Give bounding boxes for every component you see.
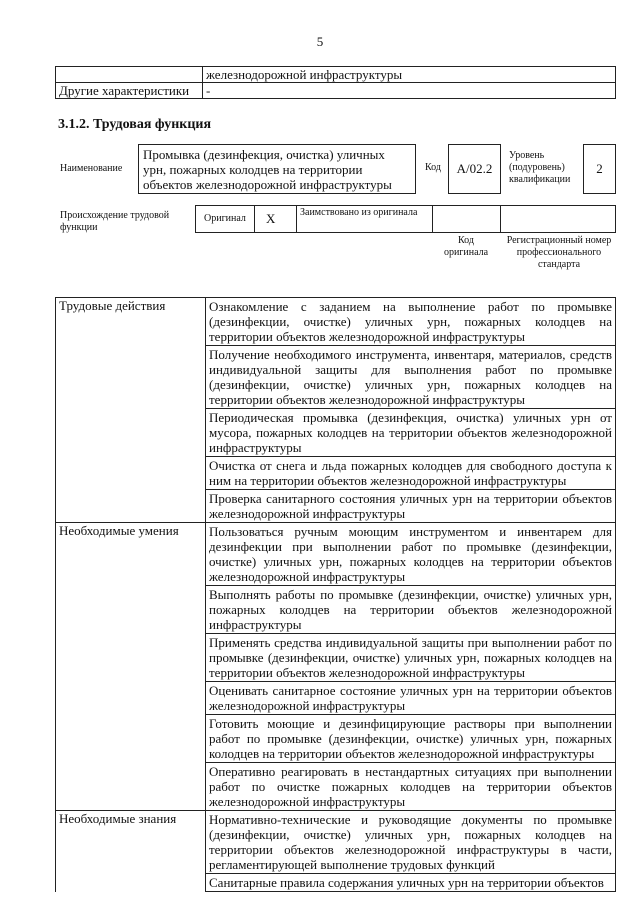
divider bbox=[254, 206, 255, 232]
origin-label: Происхождение трудовой функции bbox=[60, 210, 170, 233]
function-name: Промывка (дезинфекция, очистка) уличных урн, пожарных колодцев на территории объектов железнодорожной инфраструктуры bbox=[143, 147, 392, 192]
page-number: 5 bbox=[316, 34, 324, 49]
level-label: Уровень (подуровень) квалификации bbox=[509, 150, 571, 185]
other-characteristics-value: - bbox=[203, 83, 616, 99]
original-label: Оригинал bbox=[204, 213, 246, 224]
list-item: Нормативно-технические и руководящие документы по промывке (дезинфекции, очистке) уличных урн, пожарных колодцев на территории объектов железнодорожной инфраструктуры в части, регламентирующей выполнение трудовых функций bbox=[206, 811, 616, 874]
table-row bbox=[56, 682, 616, 715]
list-item: Применять средства индивидуальной защиты при выполнении работ по промывке (дезинфекции, очистке) уличных урн, пожарных колодцев на территории объектов железнодорожной инфраструктуры bbox=[206, 634, 616, 682]
section-label-required-skills: Необходимые умения bbox=[56, 523, 206, 586]
code-label: Код bbox=[425, 162, 441, 173]
registration-number-caption: Регистрационный номер профессионального стандарта bbox=[506, 235, 612, 270]
divider bbox=[296, 206, 297, 232]
table-row bbox=[56, 490, 616, 523]
previous-section-table bbox=[55, 66, 616, 99]
list-item: Очистка от снега и льда пожарных колодцев для свободного доступа к ним на территории объектов железнодорожной инфраструктуры bbox=[206, 457, 616, 490]
section-label-labor-actions: Трудовые действия bbox=[56, 298, 206, 346]
table-row bbox=[56, 874, 616, 892]
table-row bbox=[56, 409, 616, 457]
table-row bbox=[56, 523, 616, 586]
table-row bbox=[56, 346, 616, 409]
table-row bbox=[56, 457, 616, 490]
list-item: Проверка санитарного состояния уличных урн на территории объектов железнодорожной инфраструктуры bbox=[206, 490, 616, 523]
list-item: Выполнять работы по промывке (дезинфекции, очистке) уличных урн, пожарных колодцев на территории объектов железнодорожной инфраструктуры bbox=[206, 586, 616, 634]
section-title: 3.1.2. Трудовая функция bbox=[58, 117, 212, 132]
code-box: А/02.2 bbox=[448, 144, 501, 194]
table-row bbox=[56, 763, 616, 811]
code-original-caption: Код оригинала bbox=[443, 235, 489, 258]
other-characteristics-label: Другие характеристики bbox=[56, 83, 203, 99]
list-item: Оценивать санитарное состояние уличных урн на территории объектов железнодорожной инфраструктуры bbox=[206, 682, 616, 715]
origin-box bbox=[195, 205, 616, 233]
list-item: Пользоваться ручным моющим инструментом и инвентарем для дезинфекции при выполнении работ по промывке (дезинфекции, очистке) уличных урн, пожарных колодцев на территории объектов железнодорожной инфраструктуры bbox=[206, 523, 616, 586]
list-item: Ознакомление с заданием на выполнение работ по промывке (дезинфекции, очистке) уличных урн, пожарных колодцев на территории объектов железнодорожной инфраструктуры bbox=[206, 298, 616, 346]
table-row bbox=[56, 586, 616, 634]
table-row bbox=[56, 715, 616, 763]
divider bbox=[432, 206, 433, 232]
borrowed-label: Заимствовано из оригинала bbox=[300, 207, 418, 218]
list-item: Готовить моющие и дезинфицирующие растворы при выполнении работ по промывке (дезинфекции, очистке) уличных урн, пожарных колодцев на территории объектов железнодорожной инфраструктуры bbox=[206, 715, 616, 763]
original-mark: X bbox=[266, 211, 276, 226]
list-item: Оперативно реагировать в нестандартных ситуациях при выполнении работ по очистке пожарных колодцев на территории объектов железнодорожной инфраструктуры bbox=[206, 763, 616, 811]
list-item: Санитарные правила содержания уличных урн на территории объектов bbox=[206, 874, 616, 892]
section-label-required-knowledge: Необходимые знания bbox=[56, 811, 206, 874]
row1-value: железнодорожной инфраструктуры bbox=[203, 67, 616, 83]
table-row bbox=[56, 811, 616, 874]
function-name-box bbox=[138, 144, 416, 194]
level-box: 2 bbox=[583, 144, 616, 194]
table-row bbox=[56, 634, 616, 682]
list-item: Получение необходимого инструмента, инвентаря, материалов, средств индивидуальной защиты для выполнения работ по промывке (дезинфекции, очистке) уличных урн, пожарных колодцев на территории объектов железнодорожной инфраструктуры bbox=[206, 346, 616, 409]
table-row bbox=[56, 298, 616, 346]
list-item: Периодическая промывка (дезинфекция, очистка) уличных урн от мусора, пожарных колодцев на территории объектов железнодорожной инфраструктуры bbox=[206, 409, 616, 457]
name-label: Наименование bbox=[60, 163, 123, 174]
divider bbox=[500, 206, 501, 232]
empty-cell bbox=[56, 67, 203, 83]
function-details-table bbox=[55, 297, 616, 892]
